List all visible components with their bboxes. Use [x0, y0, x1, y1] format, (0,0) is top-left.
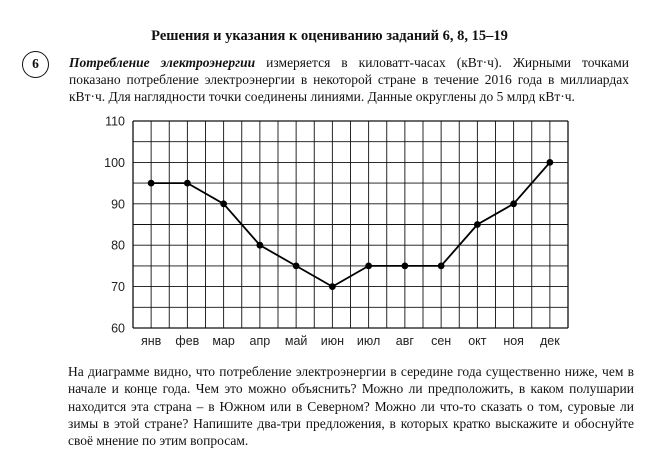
task-term: Потребление электроэнергии	[69, 55, 256, 70]
y-tick-label: 80	[111, 238, 125, 253]
data-point	[184, 180, 191, 187]
x-tick-label: июн	[320, 334, 345, 348]
data-point	[401, 263, 408, 270]
x-tick-label: янв	[140, 334, 162, 348]
y-tick-label: 90	[111, 197, 125, 212]
x-tick-label: сен	[431, 334, 452, 348]
chart-grid	[133, 121, 568, 328]
y-tick-label: 60	[111, 321, 125, 336]
y-axis-ticks	[104, 115, 125, 336]
x-tick-label: апр	[249, 334, 271, 348]
x-tick-label: май	[284, 334, 308, 348]
data-point	[546, 159, 553, 166]
x-tick-label: дек	[540, 334, 560, 348]
task-question: На диаграмме видно, что потребление электроэнергии в середине года существенно ниже, чем в начале и конце года. Чем это можно объяснить? Можно ли предположить, в каком полушарии находится эта страна – в Южном или в Северном? Можно ли что-то сказать о том, суровые ли зимы в этой стране? Напишите два-три предложения, в которых кратко выскажите и обоснуйте своё мнение по этим вопросам.	[68, 364, 634, 449]
data-point	[510, 200, 517, 207]
x-tick-label: июл	[356, 334, 381, 348]
data-point	[220, 200, 227, 207]
page-heading: Решения и указания к оцениванию заданий 6, 8, 15–19	[151, 28, 508, 44]
x-tick-label: ноя	[503, 334, 524, 348]
y-tick-label: 70	[111, 280, 125, 295]
x-tick-label: мар	[212, 334, 235, 348]
x-tick-label: авг	[395, 334, 414, 348]
x-axis-ticks	[141, 334, 560, 348]
y-tick-label: 110	[105, 114, 125, 129]
x-tick-label: окт	[468, 334, 487, 348]
data-point	[329, 283, 336, 290]
data-point	[148, 180, 155, 187]
data-point	[365, 263, 372, 270]
x-tick-label: фев	[175, 334, 200, 348]
data-point	[293, 263, 300, 270]
data-point	[474, 221, 481, 228]
task-intro-text: измеряется в киловатт-часах (кВт·ч). Жирными точками показано потребление электроэнергии в некоторой стране в течение 2016 года в миллиардах кВт·ч. Для наглядности точки соединены линиями. Данные округлены до 5 млрд кВт·ч.	[69, 55, 629, 104]
y-tick-label: 100	[104, 155, 125, 170]
data-point	[438, 263, 445, 270]
data-point	[256, 242, 263, 249]
task-number-badge: 6	[22, 51, 49, 78]
